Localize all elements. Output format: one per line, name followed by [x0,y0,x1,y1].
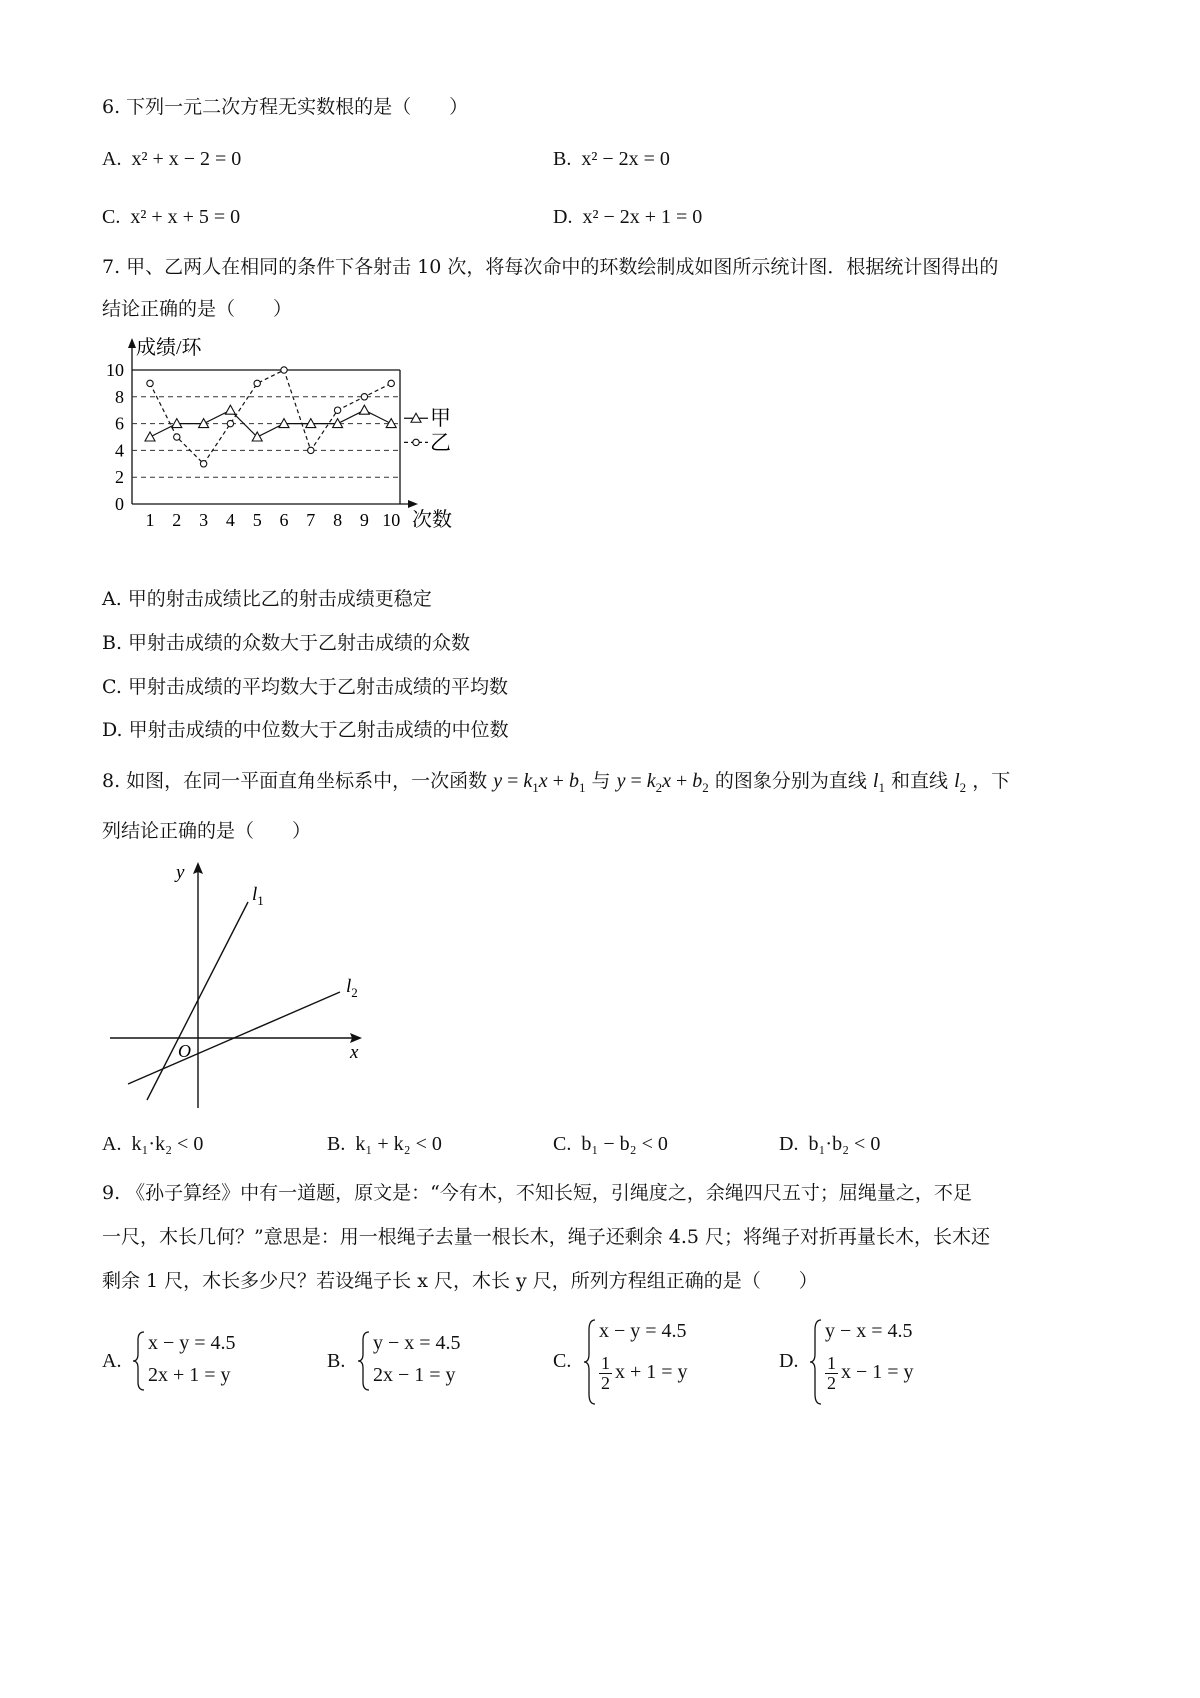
q8-stem-line1 [102,769,1010,796]
system-eq2: x − 1 = y [841,1360,914,1383]
x-tick-label: 9 [359,510,369,530]
series-line-1 [150,370,391,464]
data-point-triangle [145,432,155,441]
system-eq1: x − y = 4.5 [599,1320,687,1342]
data-point-circle [388,380,394,386]
system-eq2-wrap [825,1354,914,1393]
x-tick-label: 5 [252,510,262,530]
data-point-circle [361,394,367,400]
x-axis-label: x [350,1042,359,1063]
option-label: B. [327,1133,346,1155]
option-expr: x² + x + 5 = 0 [130,206,241,228]
q8-function-2: $y = k_2x + b_2$ [616,770,709,795]
y-tick-label: 10 [106,360,124,380]
q7-option-a: A. 甲的射击成绩比乙的射击成绩更稳定 [102,588,432,610]
q9-option-a [102,1330,302,1400]
option-expr: k₁·k₂ < 0 [131,1133,204,1155]
q8-coordinate-graph [100,850,400,1120]
q7-line-chart [90,330,470,540]
option-label: A. [102,148,122,170]
data-point-circle [174,434,180,440]
q6-stem: 6. 下列一元二次方程无实数根的是（ ） [102,96,469,118]
x-tick-label: 6 [279,510,289,530]
data-point-circle [147,380,153,386]
legend-label: 甲 [430,406,451,431]
q8-function-1: $y = k_1x + b_1$ [493,770,586,795]
fraction-half: $\frac{1}{2}$ [827,1353,836,1393]
option-label: A. [102,1133,122,1155]
option-expr: x² + x − 2 = 0 [131,148,242,170]
q8-l1-ref: $l_1$ [872,770,885,795]
q9-line2: 一尺，木长几何？”意思是：用一根绳子去量一根长木，绳子还剩余 4.5 尺；将绳子对折再量长木，长木还 [102,1226,991,1248]
x-tick-label: 1 [145,510,155,530]
q7-option-b: B. 甲射击成绩的众数大于乙射击成绩的众数 [102,632,471,654]
system-eq1: y − x = 4.5 [825,1320,913,1342]
q6-option-a [102,147,241,171]
option-expr: x² − 2x + 1 = 0 [582,206,703,228]
q8-stem-e: ，下 [972,770,1011,792]
y-tick-label: 6 [115,413,124,434]
q8-option-a [102,1132,203,1156]
q8-stem-d: 和直线 [891,770,949,792]
data-point-circle [227,420,233,426]
q8-stem-a: 8. 如图，在同一平面直角坐标系中，一次函数 [102,770,488,792]
q9-option-d [779,1318,979,1413]
data-point-circle [281,367,287,373]
q9-line3: 剩余 1 尺，木长多少尺？若设绳子长 x 尺，木长 y 尺，所列方程组正确的是（ ） [102,1270,818,1292]
option-label: D. [779,1133,799,1155]
system-eq1: x − y = 4.5 [148,1332,236,1354]
option-label: B. [553,148,572,170]
data-point-circle [200,461,206,467]
q9-line1: 9. 《孙子算经》中有一道题，原文是：“今有木，不知长短，引绳度之，余绳四尺五寸；屈绳量之，不足 [102,1182,972,1204]
data-point-triangle [359,405,369,414]
q8-stem-line2: 列结论正确的是（ ） [102,820,312,842]
fraction-half: $\frac{1}{2}$ [601,1353,610,1393]
data-point-circle [308,447,314,453]
data-point-circle [254,380,260,386]
x-axis-label: 次数 [412,509,452,531]
option-expr: x² − 2x = 0 [581,148,670,170]
y-axis-label: y [176,862,185,883]
y-tick-label: 0 [115,494,124,514]
y-axis-arrow [128,338,136,348]
q7-stem-line1: 7. 甲、乙两人在相同的条件下各射击 10 次，将每次命中的环数绘制成如图所示统计图．根据统计图得出的 [102,256,999,278]
y-axis-label: 成绩/环 [136,337,202,359]
q8-option-d [779,1132,880,1156]
system-eq2: 2x + 1 = y [148,1364,231,1386]
system-eq2: x + 1 = y [615,1360,688,1383]
q7-option-d: D. 甲射击成绩的中位数大于乙射击成绩的中位数 [102,719,509,741]
x-tick-label: 2 [172,510,182,530]
x-tick-label: 4 [225,510,235,530]
y-tick-label: 4 [115,440,124,461]
x-tick-label: 7 [306,510,316,530]
option-label: A. [102,1350,122,1372]
q7-option-c: C. 甲射击成绩的平均数大于乙射击成绩的平均数 [102,676,508,698]
y-tick-label: 8 [115,386,124,407]
system-eq2-wrap [599,1354,688,1393]
option-label: C. [553,1133,572,1155]
x-tick-label: 3 [199,510,209,530]
system-eq1: y − x = 4.5 [373,1332,461,1354]
q7-stem-line2: 结论正确的是（ ） [102,298,293,320]
q9-option-c [553,1318,753,1413]
system-eq2: 2x − 1 = y [373,1364,456,1386]
data-point-triangle [225,405,235,414]
x-tick-label: 10 [382,510,401,530]
x-tick-label: 8 [333,510,343,530]
origin-label: O [178,1041,191,1061]
q8-stem-c: 的图象分别为直线 [714,770,867,792]
x-axis-arrow [408,500,418,508]
q9-option-b [327,1330,527,1400]
option-label: C. [553,1350,572,1372]
l1-label: $l_1$ [252,884,264,908]
q6-option-d [553,205,702,229]
l2-label: $l_2$ [346,976,358,1000]
option-label: C. [102,206,121,228]
q6-option-b [553,147,670,171]
option-expr: b₁ − b₂ < 0 [581,1133,668,1155]
q8-l2-ref: $l_2$ [954,770,967,795]
option-label: D. [553,206,573,228]
option-label: B. [327,1350,346,1372]
data-point-circle [334,407,340,413]
q8-option-c [553,1132,668,1156]
legend-marker-yi [413,439,419,445]
q8-option-b [327,1132,442,1156]
option-label: D. [779,1350,799,1372]
legend-label: 乙 [430,430,451,455]
option-expr: k₁ + k₂ < 0 [355,1133,442,1155]
q8-stem-b: 与 [591,770,611,792]
option-expr: b₁·b₂ < 0 [808,1133,881,1155]
y-tick-label: 2 [115,467,124,488]
q6-option-c [102,205,240,229]
